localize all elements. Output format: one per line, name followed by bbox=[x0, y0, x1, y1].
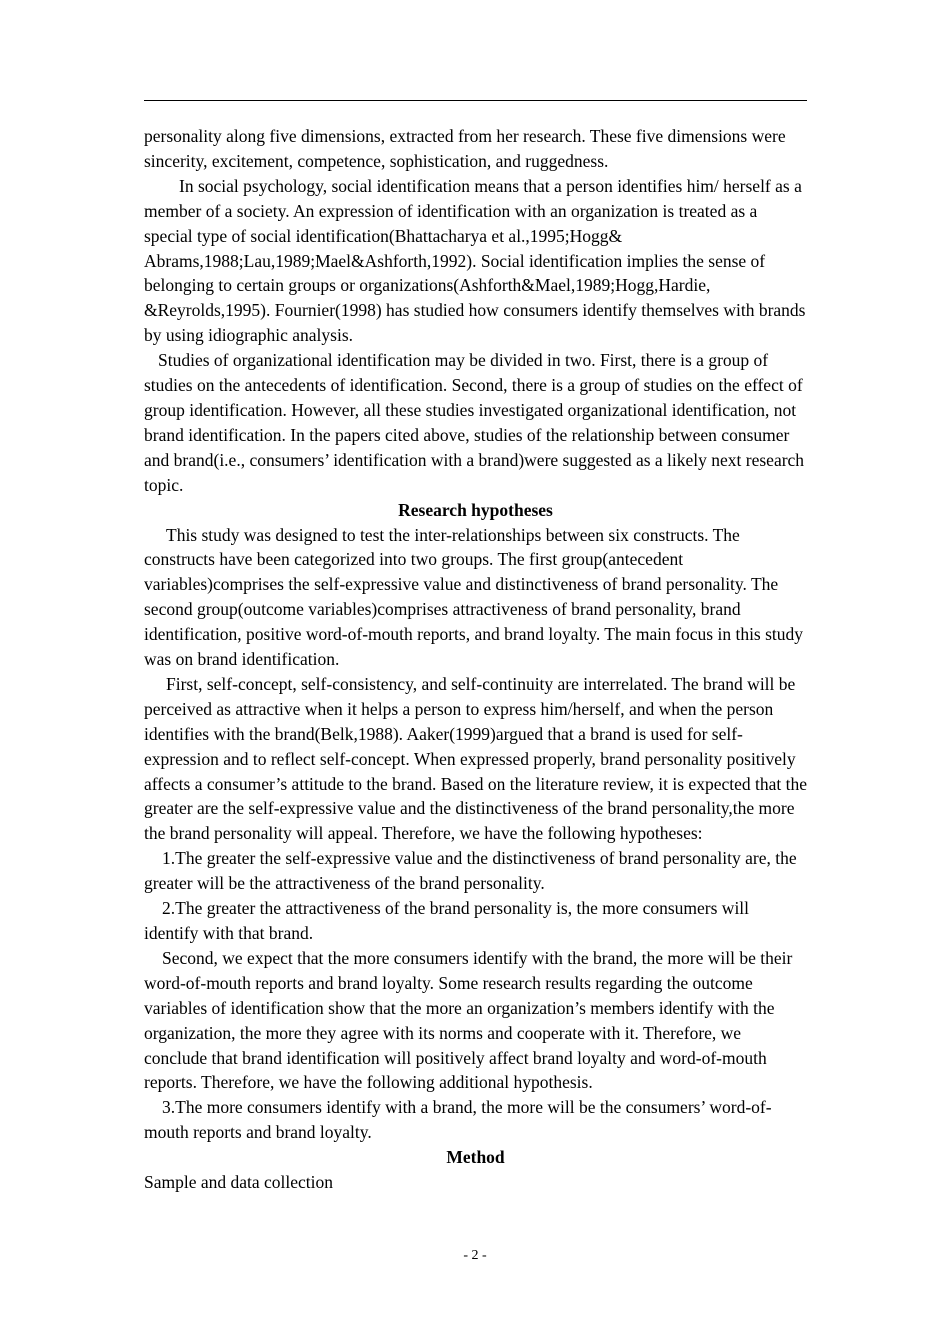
heading-method: Method bbox=[446, 1147, 505, 1168]
paragraph-continuation: personality along five dimensions, extracted from her research. These five dimensions were sincerity, excitement, competence, sophistication, and ruggedness. bbox=[144, 126, 786, 171]
paragraph-study-design: This study was designed to test the inter-relationships between six constructs. The constructs have been categorized into two groups. The first group(antecedent variables)comprises the self-expressive value and distinctiveness of brand personality. The second group(outcome variables)comprises attractiveness of brand personality, brand identification, positive word-of-mouth reports, and brand loyalty. The main focus in this study was on brand identification. bbox=[144, 524, 804, 670]
hypothesis-1: 1.The greater the self-expressive value and the distinctiveness of brand personality are, the greater will be the attractiveness of the brand personality. bbox=[144, 848, 797, 894]
header-rule bbox=[144, 100, 807, 101]
document-body bbox=[144, 124, 807, 1195]
hypothesis-3: 3.The more consumers identify with a brand, the more will be the consumers’ word-of-mouth reports and brand loyalty. bbox=[144, 1097, 772, 1143]
paragraph-word-of-mouth: Second, we expect that the more consumers identify with the brand, the more will be their word-of-mouth reports and brand loyalty. Some research results regarding the outcome variables of identification show that the more an organization’s members identify with the organization, the more they agree with its norms and cooperate with it. Therefore, we conclude that brand identification will positively affect brand loyalty and word-of-mouth reports. Therefore, we have the following additional hypothesis. bbox=[144, 947, 793, 1093]
paragraph-organizational-identification: Studies of organizational identification may be divided in two. First, there is a group of studies on the antecedents of identification. Second, there is a group of studies on the effect of group identification. However, all these studies investigated organizational identification, not brand identification. In the papers cited above, studies of the relationship between consumer and brand(i.e., consumers’ identification with a brand)were suggested as a likely next research topic. bbox=[144, 350, 805, 495]
page-number: - 2 - bbox=[463, 1248, 487, 1263]
hypothesis-2: 2.The greater the attractiveness of the brand personality is, the more consumers will identify with that brand. bbox=[144, 898, 750, 943]
paragraph-social-identification: In social psychology, social identification means that a person identifies him/ herself as a member of a society. An expression of identification with an organization is treated as a special type of social identification(Bhattacharya et al.,1995;Hogg& Abrams,1988;Lau,1989;Mael&Ashforth,1992). Social identification implies the sense of belonging to certain groups or organizations(Ashforth&Mael,1989;Hogg,Hardie, &Reyrolds,1995). Fournier(1998) has studied how consumers identify themselves with brands by using idiographic analysis. bbox=[144, 175, 806, 346]
heading-research-hypotheses: Research hypotheses bbox=[398, 499, 553, 520]
subheading-sample: Sample and data collection bbox=[144, 1172, 334, 1193]
paragraph-self-concept: First, self-concept, self-consistency, and self-continuity are interrelated. The brand will be perceived as attractive when it helps a person to express him/herself, and when the person identifies with the brand(Belk,1988). Aaker(1999)argued that a brand is used for self-expression and to reflect self-concept. When expressed properly, brand personality positively affects a consumer’s attitude to the brand. Based on the literature review, it is expected that the greater are the self-expressive value and the distinctiveness of the brand personality,the more the brand personality will appeal. Therefore, we have the following hypotheses: bbox=[144, 673, 807, 844]
